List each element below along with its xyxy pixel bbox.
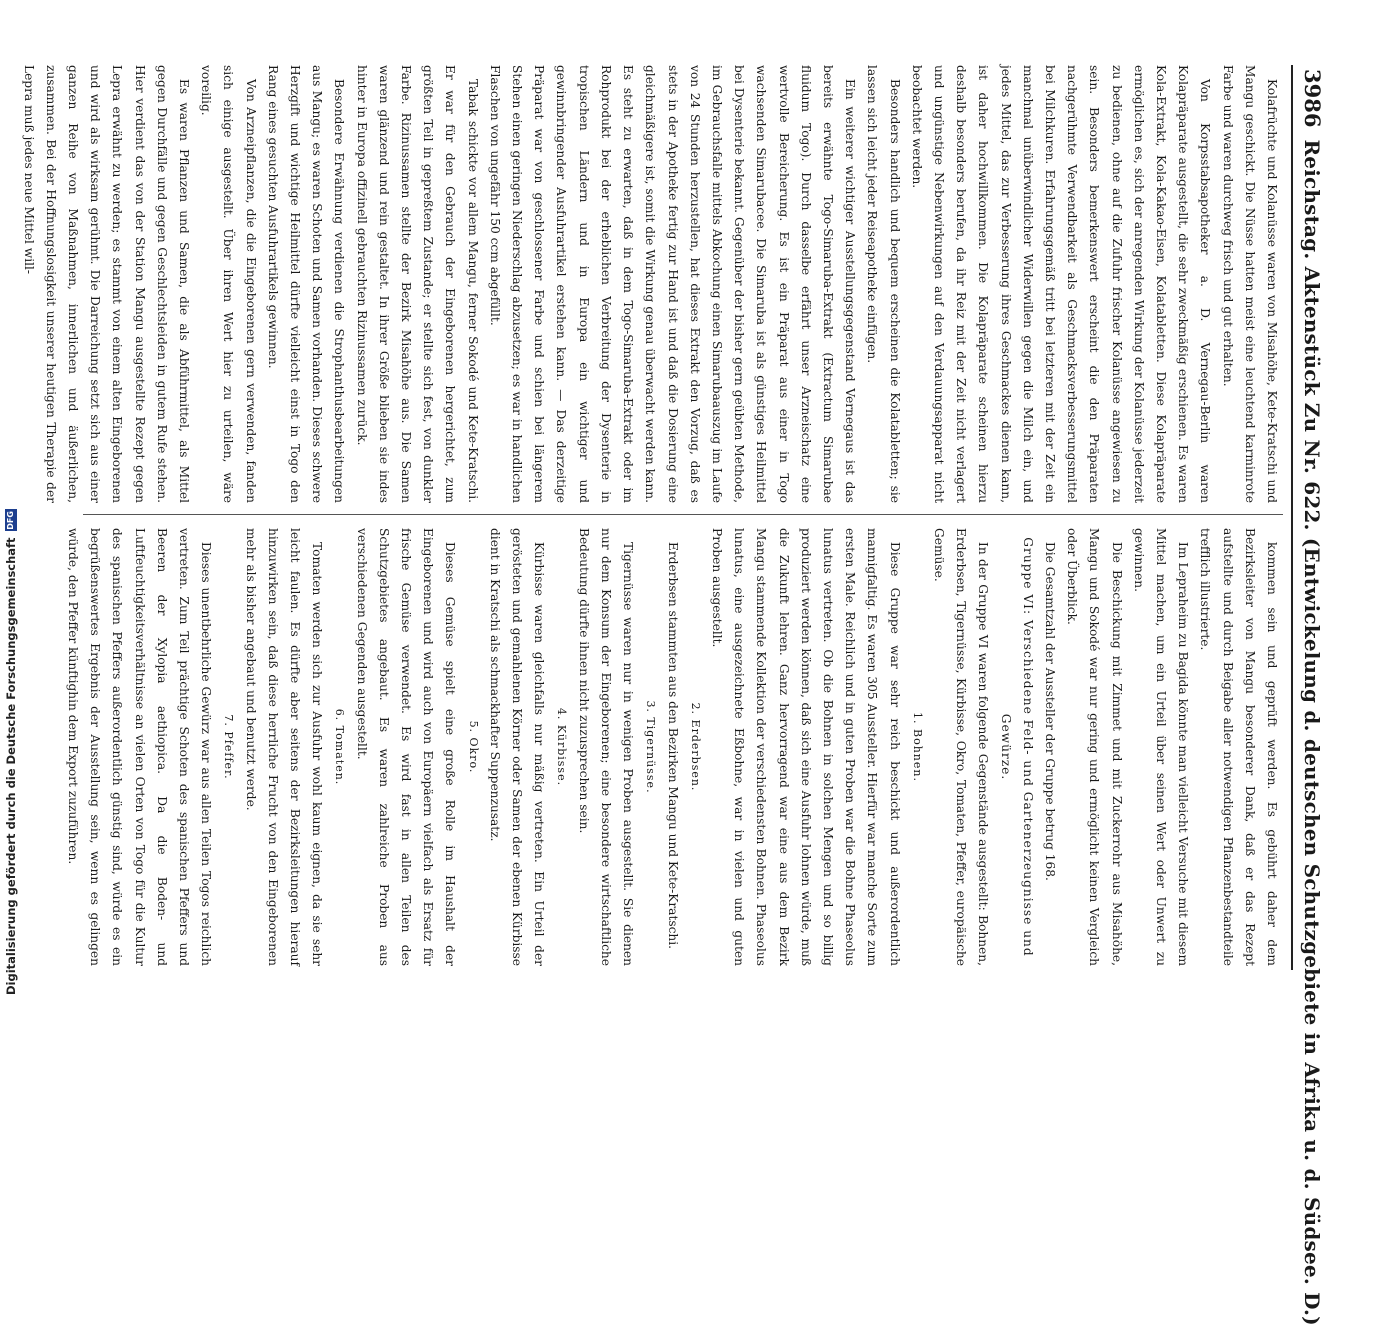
left-column [21, 65, 1283, 503]
section-heading: 3. Tigernüsse. [644, 700, 658, 794]
paragraph: Kolafrüchte und Kolanüsse waren von Misahöhe, Kete-Kratschi und Mangu geschickt. Die Nüsse hatten meist eine leuchtend karminrote Farbe und waren durchweg frisch und gut erhalten. [1220, 65, 1279, 503]
section-heading: 1. Bohnen. [910, 712, 924, 782]
paragraph: Besondere Erwähnung verdienen die Strophanthusbearbeitungen aus Mangu; es waren Schoten und Samen vorhanden. Dieses schwere Herzgift und wichtige Heilmittel dürfte vielleicht einst in Togo den Rang eines gesuchten Ausfuhrartikels gewinnen. [265, 65, 347, 503]
paragraph: Dieses Gemüse spielt eine große Rolle im Haushalt der Eingeborenen und wird auch von Europäern vielfach als Ersatz für frische Gemüse verwendet. Es wird fast in allen Teilen des Schutzgebietes angebaut. Es waren zahlreiche Proben aus verschiedenen Gegenden ausgestellt. [354, 528, 458, 966]
paragraph: Von Korpsstabsapotheker a. D. Vernegau-Berlin waren Kolapräparate ausgestellt, die sehr zweckmäßig erschienen. Es waren Kola-Extrakt, Kola-Kakao-Eisen, Kolatabletten. Diese Kolapräparate ermöglichen es, sich der anregenden Wirkung der Kolanüsse jederzeit zu bedienen, ohne auf die Zufuhr frischer Kolanüsse angewiesen zu sein. Besonders bemerkenswert erscheint die den Präparaten nachgerühmte Verwendbarkeit als Geschmacksverbesserungsmittel bei Milchkuren. Erfahrungsgemäß tritt bei letzteren mit der Zeit ein manchmal unüberwindlicher Widerwillen gegen die Milch ein, und jedes Mittel, das zur Verbesserung ihres Geschmackes dienen kann, ist daher hochwillkommen. Die Kolapräparate scheinen hierzu deshalb besonders berufen, da ihr Reiz mit der Zeit nicht verlagert und ungünstige Nebenwirkungen auf den Verdauungsapparat nicht beobachtet werden. [909, 65, 1213, 503]
paragraph: kommen sein und geprüft werden. Es gebührt daher dem Bezirksleiter von Mangu besonderer Dank, daß er das Rezept aufstellte und durch Beigabe aller notwendigen Pflanzenbestandteile trefflich illustrierte. [1198, 528, 1279, 966]
paragraph: Erderbsen stammten aus den Bezirken Mangu und Kete-Kratschi. [665, 542, 680, 950]
column-divider [83, 514, 1283, 515]
paragraph: Ein weiterer wichtiger Ausstellungsgegenstand Vernegaus ist das bereits erwähnte Togo-Simaruba-Extrakt (Extractum Simarubae fluidum Togo). Durch dasselbe erfährt unser Arzneischatz eine wertvolle Bereicherung. Es ist ein Präparat aus einer in Togo wachsenden Simarubacee. Die Simaruba ist als günstiges Heilmittel bei Dysenterie bekannt. Gegenüber der bisher gern geübten Methode, im Gebrauchsfalle mittels Abkochung einen Simarubaauszug im Laufe von 24 Stunden herzustellen, hat dieses Extrakt den Vorzug, daß es stets in der Apotheke fertig zur Hand ist und daß die Dosierung eine gleichmäßigere ist, somit die Wirkung genau überwacht werden kann. Es steht zu erwarten, daß in dem Togo-Simaruba-Extrakt oder im Rohprodukt bei der erheblichen Verbreitung der Dysenterie in tropischen Ländern und in Europa ein wichtiger und gewinnbringender Ausfuhrartikel erstehen kann. — Das derzeitige Präparat war von geschlossener Farbe und schien bei längerem Stehen einen geringen Niederschlag abzusetzen; es war in handlichen Flaschen von ungefähr 150 ccm abgefüllt. [487, 65, 858, 503]
paragraph: Es waren Pflanzen und Samen, die als Abführmittel, als Mittel gegen Durchfälle und gegen Geschlechtsleiden in gutem Rufe stehen. Hier verdient das von der Station Mangu ausgestellte Rezept gegen Lepra erwähnt zu werden; es stammt von einem alten Eingeborenen und wird als wirksam gerühmt. Die Darreichung setzt sich aus einer ganzen Reihe von Maßnahmen, innerlichen und äußerlichen, zusammen. Bei der Hoffnungslosigkeit unserer heutigen Therapie der Lepra muß jedes neue Mittel will- [21, 65, 192, 503]
paragraph: Besonders handlich und bequem erscheinen die Kolatabletten; sie lassen sich leicht jeder Reiseapotheke einfügen. [865, 65, 902, 503]
paragraph: Von Arzneipflanzen, die die Eingeborenen gern verwenden, fanden sich einige ausgestellt. Über ihren Wert hier zu urteilen, wäre voreilig. [199, 65, 258, 503]
paragraph: Kürbisse waren gleichfalls nur mäßig vertreten. Ein Urteil der gerösteten und gemahlenen Körner oder Samen der ebenen Kürbisse dient in Kratschi als schmackhafter Suppenzusatz. [487, 528, 547, 966]
paragraph: Im Lepraheim zu Bagida könnte man vielleicht Versuche mit diesem Mittel machen, um ein Urteil über seinen Wert oder Unwert zu gewinnen. [1131, 528, 1191, 966]
paragraph: Dieses unentbehrliche Gewürz war aus allen Teilen Togos reichlich vertreten. Zum Teil prächtige Schoten des spanischen Pfeffers und Beeren der Xylopia aethiopica. Da die Boden- und Luftfeuchtigkeitsverhältnisse an vielen Orten von Togo für die Kultur des spanischen Pfeffers außerordentlich günstig sind, würde es ein begrüßenswertes Ergebnis der Ausstellung sein, wenn es gelingen würde, den Pfeffer künftighin dem Export zuzuführen. [66, 528, 214, 966]
section-heading: Gruppe VI: Verschiedene Feld- und Gartenerzeugnisse und Gewürze. [998, 537, 1035, 957]
paragraph: Die Gesamtzahl der Aussteller der Gruppe betrug 168. [1042, 542, 1057, 881]
dfg-logo-icon: DFG [5, 511, 15, 530]
page-header [1291, 65, 1325, 1326]
section-heading: 6. Tomaten. [333, 708, 347, 786]
credit-text: Digitalisierung gefördert durch die Deutsche Forschungsgemeinschaft [3, 537, 18, 995]
rotated-page [21, 65, 1325, 1326]
paragraph: Tomaten werden sich zur Ausfuhr wohl kaum eignen, da sie sehr leicht faulen. Es dürfte aber seitens der Bezirksleitungen hierauf hinzuwirken sein, daß diese herrliche Frucht von den Eingeborenen mehr als bisher angebaut und benutzt werde. [243, 528, 325, 966]
section-heading: 5. Okro. [466, 720, 480, 774]
paragraph: Diese Gruppe war sehr reich beschickt und außerordentlich mannigfaltig. Es waren 305 Aussteller. Hierfür war manche Sorte zum ersten Male. Reichlich und in guten Proben war die Bohne Phaseolus lunatus vertreten. Ob die Bohnen in solchen Mengen und so billig produziert werden können, daß sich eine Ausfuhr lohnen würde, muß die Zukunft lehren. Ganz hervorragend war eine aus dem Bezirk Mangu stammende Kollektion der verschiedensten Bohnen. Phaseolus lunatus, eine ausgezeichnete Eßbohne, war in vielen und guten Proben ausgestellt. [709, 528, 902, 966]
right-column [66, 528, 1283, 966]
running-title: Reichstag. Aktenstück Zu Nr. 622. (Entwickelung d. deutschen Schutzgebiete in Afrika u. d. Südsee. D.) [1300, 139, 1324, 1326]
paragraph: Die Beschickung mit Zimmet und mit Zuckerrohr aus Misahöhe, Mangu und Sokodé war nur gering und ermöglicht keinen Vergleich oder Überblick. [1065, 528, 1124, 966]
section-heading: 4. Kürbisse. [555, 707, 569, 787]
paragraph: Tabak schickte vor allem Mangu, ferner Sokodé und Kete-Kratschi. Er war für den Gebrauch der Eingeborenen hergerichtet, zum größten Teil in gepreßtem Zustande; er stellte sich fest, von dunkler Farbe. Rizinussamen stellte der Bezirk Misahöhe aus. Die Samen waren glänzend und rein gestaltet. In ihrer Größe blieben sie indes hinter in Europa offizinell gebrauchten Rizinussamen zurück. [354, 65, 480, 503]
text-columns [21, 65, 1283, 970]
page-number: 3986 [1300, 69, 1325, 128]
section-heading: 7. Pfeffer. [222, 714, 236, 780]
section-heading: 2. Erderbsen. [688, 702, 702, 792]
digitization-credit [2, 10, 19, 995]
paragraph: In der Gruppe VI waren folgende Gegenstände ausgestellt: Bohnen, Erderbsen, Tigernüsse, Kürbisse, Okro, Tomaten, Pfeffer, europäische Gemüse. [931, 528, 991, 966]
paragraph: Tigernüsse waren nur in wenigen Proben ausgestellt. Sie dienen nur dem Konsum der Eingeborenen; eine besondere wirtschaftliche Bedeutung dürfte ihnen nicht zuzusprechen sein. [576, 528, 636, 966]
